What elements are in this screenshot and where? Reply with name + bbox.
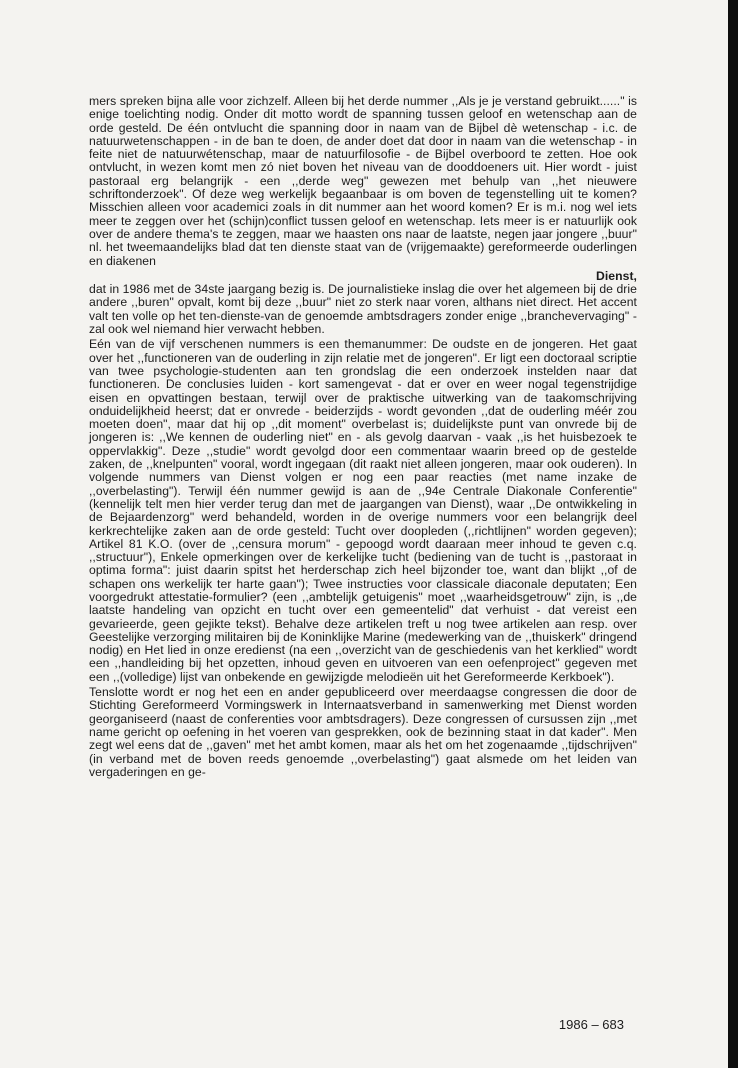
paragraph-4: Tenslotte wordt er nog het een en ander gepubliceerd over meerdaagse congressen die door de Stichting Gereformeerd Vormingswerk in Internaatsverband in samenwerking met Dienst worden georganiseerd (naast de conferenties voor ambtsdragers). Deze congressen of cursussen zijn ,,met name gericht op oefening in het voeren van gesprekken, ook de bezinning staat in dat kader". Men zegt wel eens dat de ,,gaven" met het ambt komen, maar als het om het zogenaamde ,,tijdschrijven" (in verband met de boven reeds genoemde ,,overbelasting") gaat alsmede om het leiden van vergaderingen en ge- (89, 685, 637, 779)
body-text (89, 95, 637, 779)
paragraph-2: dat in 1986 met de 34ste jaargang bezig is. De journalistieke inslag die over het algemeen bij de drie andere ,,buren" opvalt, komt bij deze ,,buur" niet zo sterk naar voren, althans niet direct. Het accent valt ten volle op het ten-dienste-van de genoemde ambtsdragers zonder enige ,,branchevervaging" - zal ook wel niemand hier verwacht hebben. (89, 282, 637, 337)
paragraph-3: Eén van de vijf verschenen nummers is een themanummer: De oudste en de jongeren. Het gaat over het ,,functioneren van de ouderling in zijn relatie met de jongeren". Er ligt een doctoraal scriptie van twee psychologie-studenten aan ten grondslag die een onderzoek instelden naar dat functioneren. De conclusies luiden - kort samengevat - dat er over en weer nogal tegenstrijdige eisen en opvattingen bestaan, terwijl over de praktische uitwerking van de taakomschrijving onduidelijkheid heerst; dat er onvrede - beiderzijds - wordt gevonden ,,dat de ouderling méér zou moeten doen", maar dat hij op ,,dit moment" overbelast is; duidelijkste punt van onvrede bij de jongeren is: ,,We kennen de ouderling niet" en - als gevolg daarvan - vaak ,,is het huisbezoek te oppervlakkig". Deze ,,studie" wordt gevolgd door een commentaar waarin breed op de gestelde zaken, de ,,knelpunten" vooral, wordt ingegaan (dit raakt niet alleen jongeren, maar ook ouderen). In volgende nummers van Dienst volgen er nog een paar reacties (met name inzake de ,,overbelasting"). Terwijl één nummer gewijd is aan de ,,94e Centrale Diakonale Conferentie" (kennelijk telt men hier verder terug dan met de jaargangen van Dienst), waar ,,De ontwikkeling in de Bejaardenzorg" werd behandeld, worden in de overige nummers voor een belangrijk deel kerkrechtelijke zaken aan de orde gesteld: Tucht over doopleden (,,richtlijnen" worden gegeven); Artikel 81 K.O. (over de ,,censura morum" - gepoogd wordt daaraan meer inhoud te geven c.q. ,,structuur"), Enkele opmerkingen over de kerkelijke tucht (bediening van de tucht is ,,pastoraat in optima forma": juist daarin spitst het herderschap zich heel bijzonder toe, want dan blijkt ,,of de schapen ons werkelijk ter harte gaan"); Twee instructies voor classicale diaconale deputaten; Een voorgedrukt attestatie-formulier? (een ,,ambtelijk getuigenis" moet ,,waarheidsgetrouw" zijn, is ,,de laatste handeling van opzicht en tucht over een gemeentelid" dat verhuist - dat vereist een gevarieerde, geen gejikte tekst). Behalve deze artikelen treft u nog twee artikelen aan resp. over Geestelijke verzorging militairen bij de Koninklijke Marine (medewerking van de ,,thuiskerk" dringend nodig) en Het lied in onze eredienst (na een ,,overzicht van de geschiedenis van het kerklied" wordt een ,,handleiding bij het opzetten, inhoud geven en uitvoeren van een oefenproject" gegeven met een ,,(volledige) lijst van onbekende en gewijzigde melodieën uit het Gereformeerde Kerkboek"). (89, 337, 637, 684)
section-heading-dienst: Dienst, (596, 268, 637, 283)
page-number: 1986 – 683 (558, 1017, 624, 1032)
scan-edge (728, 0, 738, 1068)
paragraph-1: mers spreken bijna alle voor zichzelf. Alleen bij het derde nummer ,,Als je je verstand gebruikt......" is enige toelichting nodig. Onder dit motto wordt de spanning tussen geloof en wetenschap aan de orde gesteld. De één ontvlucht die spanning door in naam van de Bijbel dè wetenschap - i.c. de natuurwetenschappen - in de ban te doen, de ander doet dat door in naam van die wetenschap - in feite niet de natuurwétenschap, maar de natuurfilosofie - de Bijbel overboord te zetten. Hoe ook ontvlucht, in wezen komt men zó niet boven het niveau van de dooddoeners uit. Hier wordt - juist pastoraal erg belangrijk - een ,,derde weg" gewezen met behulp van ,,het nieuwere schriftonderzoek". Of deze weg werkelijk begaanbaar is om boven de tegenstelling uit te komen? Misschien alleen voor academici zoals in dit nummer aan het woord komen? Er is m.i. nog wel iets meer te zeggen over het (schijn)conflict tussen geloof en wetenschap. Iets meer is er natuurlijk ook over de andere thema's te zeggen, maar we haasten ons naar de laatste, negen jaar jongere ,,buur" nl. het tweemaandelijks blad dat ten dienste staat van de (vrijgemaakte) gereformeerde ouderlingen en diakenen (89, 94, 637, 268)
